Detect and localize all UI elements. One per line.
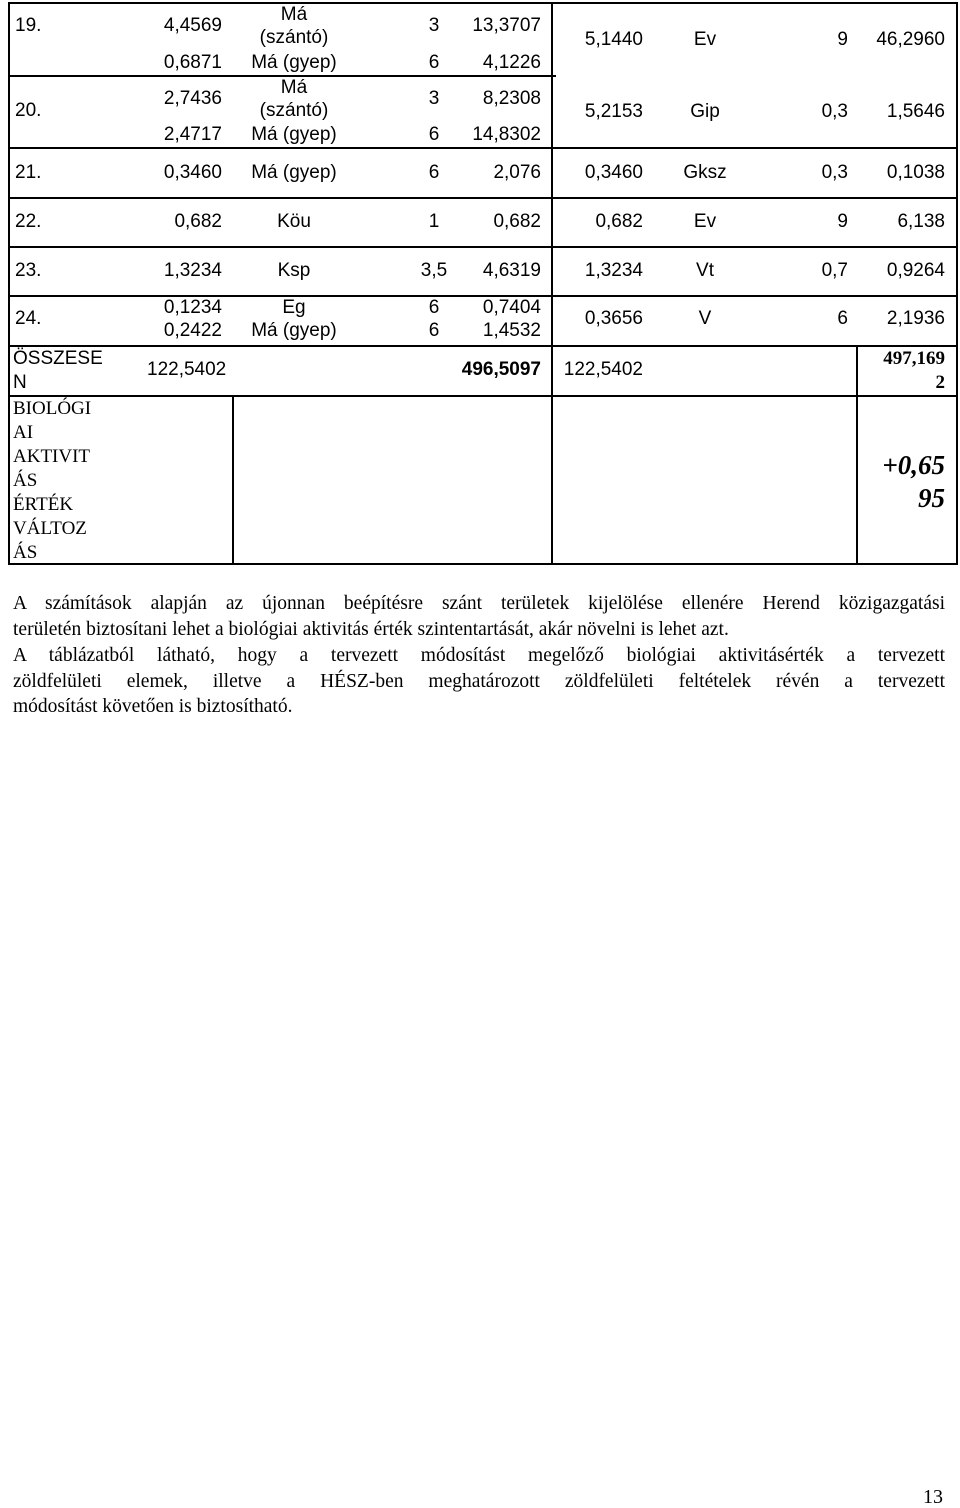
total-label: ÖSSZESE	[13, 348, 103, 369]
cell-type-new: Vt	[696, 260, 714, 281]
cell-factor: 6	[428, 124, 440, 145]
paragraph-line: A számítások alapján az újonnan beépítésre szánt területek kijelölése ellenére Herend közigazgatási	[13, 593, 945, 614]
table-rule	[232, 395, 234, 565]
cell-area: 0,1234	[163, 297, 222, 318]
page-number: 13	[923, 1486, 943, 1508]
cell-area: 2,4717	[163, 124, 222, 145]
cell-value-new: 0,9264	[886, 260, 945, 281]
cell-factor: 3	[428, 15, 440, 36]
paragraph-line: A táblázatból látható, hogy a tervezett módosítást megelőző biológiai aktivitásérték a tervezett	[13, 645, 945, 666]
change-label: ÉRTÉK	[13, 494, 74, 515]
cell-factor-new: 0,7	[821, 260, 848, 281]
cell-type: Má (gyep)	[251, 320, 337, 341]
cell-value-new: 0,1038	[886, 162, 945, 183]
table-rule	[551, 2, 553, 565]
total-value: 496,5097	[461, 359, 541, 380]
cell-factor: 6	[428, 320, 440, 341]
cell-area-new: 5,1440	[584, 29, 643, 50]
paragraph-1	[13, 591, 945, 642]
cell-area: 0,682	[174, 211, 222, 232]
row-number: 23.	[15, 260, 42, 281]
cell-value: 4,1226	[482, 52, 541, 73]
cell-factor: 1	[428, 211, 440, 232]
cell-area-new: 0,3656	[584, 308, 643, 329]
cell-value: 14,8302	[472, 124, 541, 145]
cell-value: 4,6319	[482, 260, 541, 281]
cell-type-new: Gksz	[683, 162, 727, 183]
row-number: 20.	[15, 100, 42, 121]
table-rule	[9, 197, 958, 199]
total-area: 122,5402	[147, 359, 227, 380]
cell-factor-new: 9	[837, 29, 848, 50]
change-label: ÁS	[13, 542, 38, 563]
cell-value: 13,3707	[472, 15, 541, 36]
cell-type-new: V	[698, 308, 712, 329]
cell-factor-new: 0,3	[821, 101, 848, 122]
cell-type: Má	[280, 77, 308, 98]
paragraph-line: zöldfelületi elemek, illetve a HÉSZ-ben meghatározott zöldfelületi feltételek révén a tervezett	[13, 670, 945, 692]
cell-value-new: 2,1936	[886, 308, 945, 329]
cell-type: (szántó)	[259, 27, 329, 48]
cell-type: Eg	[282, 297, 306, 318]
cell-type-new: Ev	[693, 211, 717, 232]
paragraph-line: területén biztosítani lehet a biológiai aktivitás érték szintentartását, akár növelni is lehet azt.	[13, 618, 729, 640]
total-value-new: 2	[935, 372, 945, 393]
total-label: N	[13, 372, 27, 393]
cell-value-new: 6,138	[897, 211, 945, 232]
cell-factor: 6	[428, 162, 440, 183]
cell-area-new: 1,3234	[584, 260, 643, 281]
paragraph-line: módosítást követően is biztosítható.	[13, 696, 293, 717]
paragraph-2	[13, 643, 945, 720]
table-rule	[9, 246, 958, 248]
change-label: AI	[13, 422, 34, 443]
change-label: ÁS	[13, 470, 38, 491]
table-rule	[9, 345, 958, 347]
cell-area: 2,7436	[163, 88, 222, 109]
cell-type: Má (gyep)	[251, 162, 337, 183]
cell-area: 1,3234	[163, 260, 222, 281]
cell-area: 4,4569	[163, 15, 222, 36]
table-rule	[8, 2, 10, 565]
cell-value: 8,2308	[482, 88, 541, 109]
cell-type: Köu	[277, 211, 311, 232]
change-value: 95	[918, 483, 945, 513]
cell-area: 0,2422	[163, 320, 222, 341]
cell-value: 1,4532	[482, 320, 541, 341]
cell-value-new: 1,5646	[886, 101, 945, 122]
cell-value: 2,076	[493, 162, 541, 183]
row-number: 22.	[15, 211, 42, 232]
cell-type: Má	[280, 4, 308, 25]
cell-area-new: 0,682	[595, 211, 643, 232]
total-area-new: 122,5402	[563, 359, 643, 380]
table-rule	[9, 395, 958, 397]
table-rule	[856, 345, 858, 565]
cell-area-new: 5,2153	[584, 101, 643, 122]
table-rule	[956, 2, 958, 565]
cell-area: 0,6871	[163, 52, 222, 73]
cell-area-new: 0,3460	[584, 162, 643, 183]
cell-factor: 6	[428, 52, 440, 73]
cell-factor-new: 6	[837, 308, 848, 329]
cell-type: Má (gyep)	[251, 124, 337, 145]
cell-area: 0,3460	[163, 162, 222, 183]
row-number: 21.	[15, 162, 42, 183]
table-rule	[9, 2, 958, 4]
cell-value-new: 46,2960	[876, 29, 945, 50]
change-label: AKTIVIT	[13, 446, 91, 467]
cell-type: Ksp	[277, 260, 311, 281]
cell-type-new: Ev	[693, 29, 717, 50]
cell-factor-new: 0,3	[821, 162, 848, 183]
cell-type: (szántó)	[259, 100, 329, 121]
change-value: +0,65	[882, 450, 945, 480]
row-number: 24.	[15, 308, 42, 329]
cell-type: Má (gyep)	[251, 52, 337, 73]
change-label: VÁLTOZ	[13, 518, 87, 539]
table-rule	[9, 147, 958, 149]
total-value-new: 497,169	[883, 348, 945, 369]
cell-factor: 6	[428, 297, 440, 318]
cell-value: 0,7404	[482, 297, 541, 318]
change-label: BIOLÓGI	[13, 398, 92, 419]
cell-type-new: Gip	[690, 101, 720, 122]
cell-factor: 3	[428, 88, 440, 109]
cell-factor-new: 9	[837, 211, 848, 232]
cell-factor: 3,5	[420, 260, 448, 281]
row-number: 19.	[15, 15, 42, 36]
table-rule	[9, 563, 958, 565]
cell-value: 0,682	[493, 211, 541, 232]
